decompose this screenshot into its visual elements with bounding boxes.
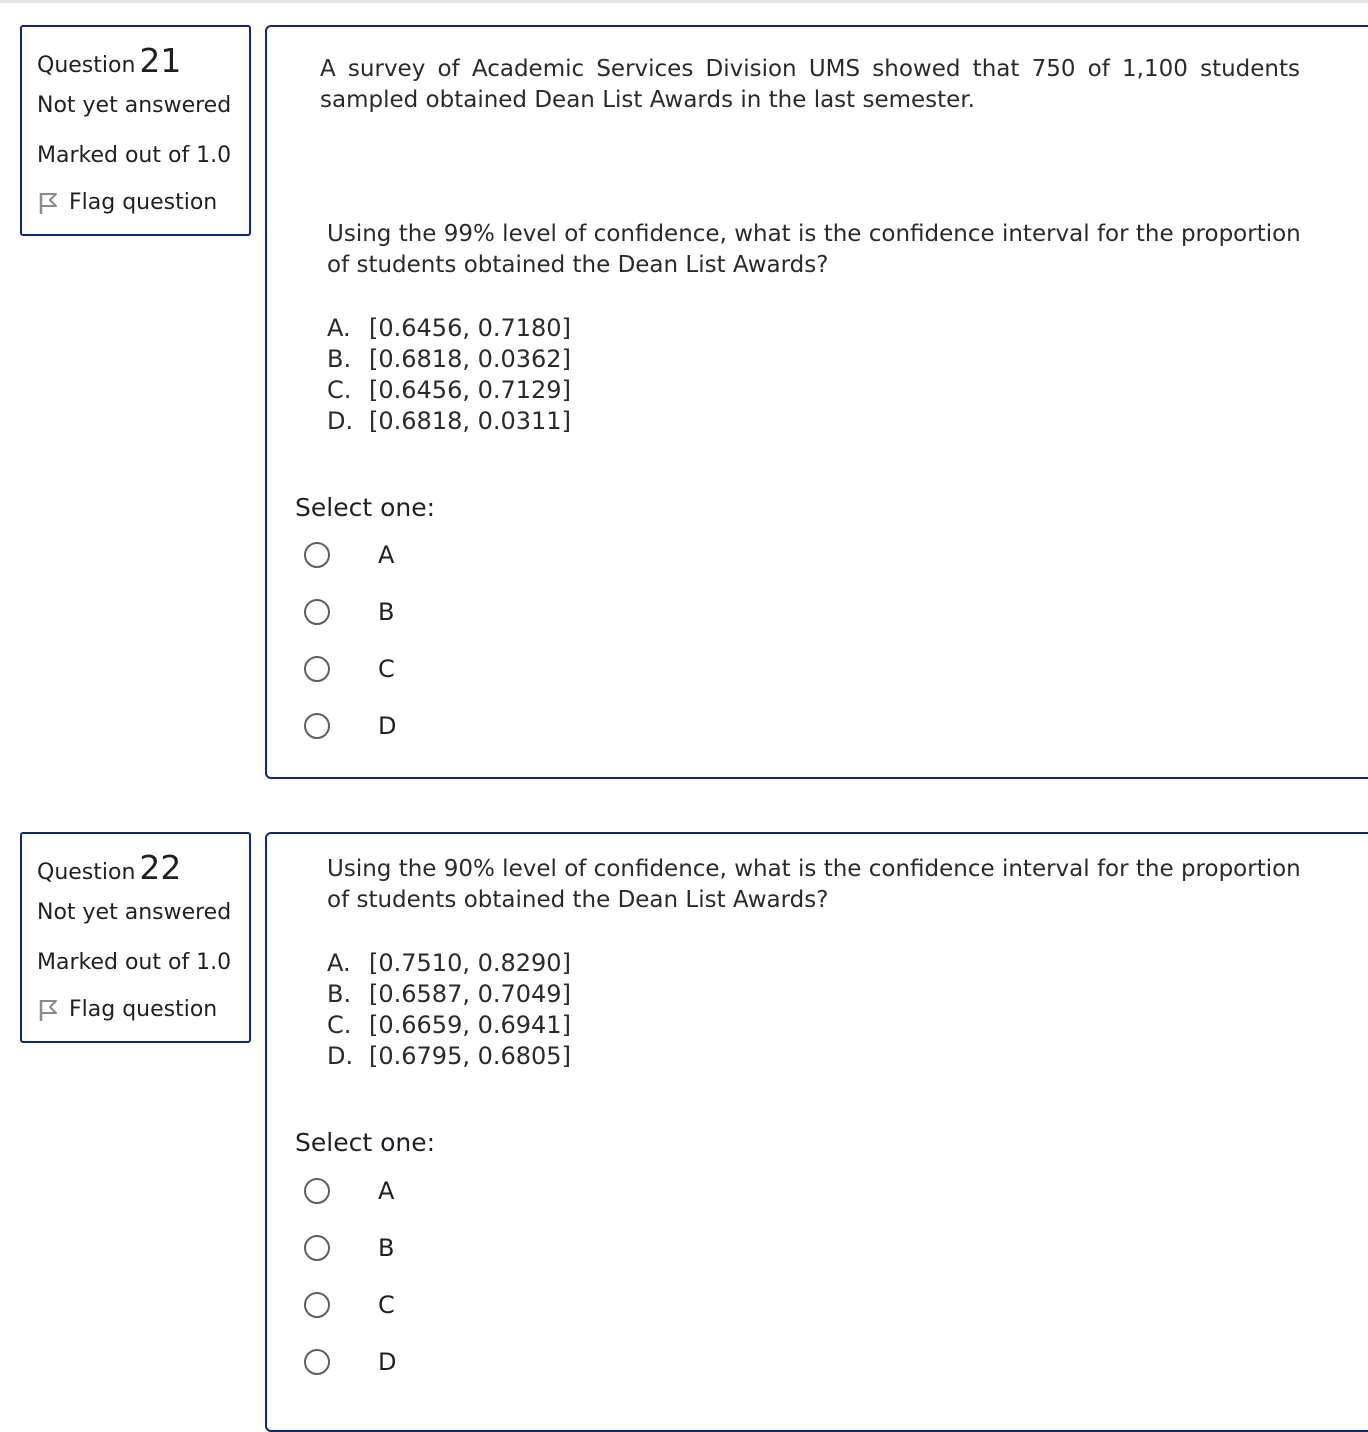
question-intro: A survey of Academic Services Division UMS showed that 750 of 1,100 students sampled obtained Dean List Awards in the last semester. — [320, 56, 1300, 113]
choice-c[interactable] — [304, 649, 395, 689]
choice-b[interactable] — [304, 1228, 394, 1268]
question-prompt: Using the 99% level of confidence, what is the confidence interval for the proportion of students obtained the Dean List Awards? — [327, 221, 1301, 278]
radio-button-b[interactable] — [304, 1235, 330, 1261]
option-letter: D. — [327, 1042, 354, 1070]
option-letter: D. — [327, 407, 354, 435]
question-number: 22 — [139, 848, 182, 887]
choice-label: D — [378, 1348, 397, 1376]
choice-label: C — [378, 1291, 395, 1319]
question-marks: Marked out of 1.0 — [37, 143, 232, 168]
flag-question-label: Flag question — [69, 190, 218, 215]
choice-label: B — [378, 1234, 395, 1262]
option-text: [0.6795, 0.6805] — [369, 1042, 571, 1070]
flag-question-button[interactable] — [37, 997, 217, 1022]
top-divider — [0, 0, 1368, 3]
choice-d[interactable] — [304, 1342, 396, 1382]
choice-label: C — [378, 655, 395, 683]
option-letter: C. — [327, 376, 352, 404]
question-content-21 — [265, 25, 1368, 779]
question-status: Not yet answered — [37, 900, 232, 925]
radio-button-c[interactable] — [304, 1292, 330, 1318]
question-content-22 — [265, 832, 1368, 1432]
option-text: [0.7510, 0.8290] — [369, 949, 571, 977]
choice-a[interactable] — [304, 1171, 394, 1211]
question-label: Question — [37, 53, 136, 78]
question-number-line — [37, 41, 181, 80]
question-prompt: Using the 90% level of confidence, what is the confidence interval for the proportion of students obtained the Dean List Awards? — [327, 856, 1301, 913]
question-number-line — [37, 848, 181, 887]
question-label: Question — [37, 860, 136, 885]
choice-label: A — [378, 1177, 395, 1205]
flag-icon — [37, 191, 59, 215]
option-letter: B. — [327, 345, 352, 373]
radio-button-a[interactable] — [304, 542, 330, 568]
option-letter: C. — [327, 1011, 352, 1039]
select-one-label: Select one: — [295, 493, 436, 522]
option-text: [0.6659, 0.6941] — [369, 1011, 571, 1039]
question-number: 21 — [139, 41, 182, 80]
question-marks: Marked out of 1.0 — [37, 950, 232, 975]
answer-option — [327, 1041, 571, 1072]
question-status: Not yet answered — [37, 93, 232, 118]
flag-question-button[interactable] — [37, 190, 217, 215]
option-text: [0.6818, 0.0311] — [369, 407, 571, 435]
flag-question-label: Flag question — [69, 997, 218, 1022]
answer-option — [327, 344, 571, 375]
choice-c[interactable] — [304, 1285, 395, 1325]
radio-button-c[interactable] — [304, 656, 330, 682]
option-text: [0.6587, 0.7049] — [369, 980, 571, 1008]
option-letter: A. — [327, 949, 351, 977]
select-one-label: Select one: — [295, 1128, 436, 1157]
choice-d[interactable] — [304, 706, 396, 746]
choice-label: B — [378, 598, 395, 626]
answer-options-list — [327, 948, 571, 1072]
flag-icon — [37, 998, 59, 1022]
question-info-21 — [20, 25, 251, 236]
answer-option — [327, 313, 571, 344]
answer-option — [327, 948, 571, 979]
choice-label: A — [378, 541, 395, 569]
answer-option — [327, 979, 571, 1010]
choice-b[interactable] — [304, 592, 394, 632]
answer-option — [327, 375, 571, 406]
option-text: [0.6456, 0.7180] — [369, 314, 571, 342]
option-text: [0.6456, 0.7129] — [369, 376, 571, 404]
radio-button-d[interactable] — [304, 713, 330, 739]
choice-a[interactable] — [304, 535, 394, 575]
radio-button-b[interactable] — [304, 599, 330, 625]
option-letter: A. — [327, 314, 351, 342]
answer-options-list — [327, 313, 571, 437]
choice-label: D — [378, 712, 397, 740]
radio-button-d[interactable] — [304, 1349, 330, 1375]
option-letter: B. — [327, 980, 352, 1008]
answer-option — [327, 1010, 571, 1041]
radio-button-a[interactable] — [304, 1178, 330, 1204]
question-info-22 — [20, 832, 251, 1043]
answer-option — [327, 406, 571, 437]
option-text: [0.6818, 0.0362] — [369, 345, 571, 373]
